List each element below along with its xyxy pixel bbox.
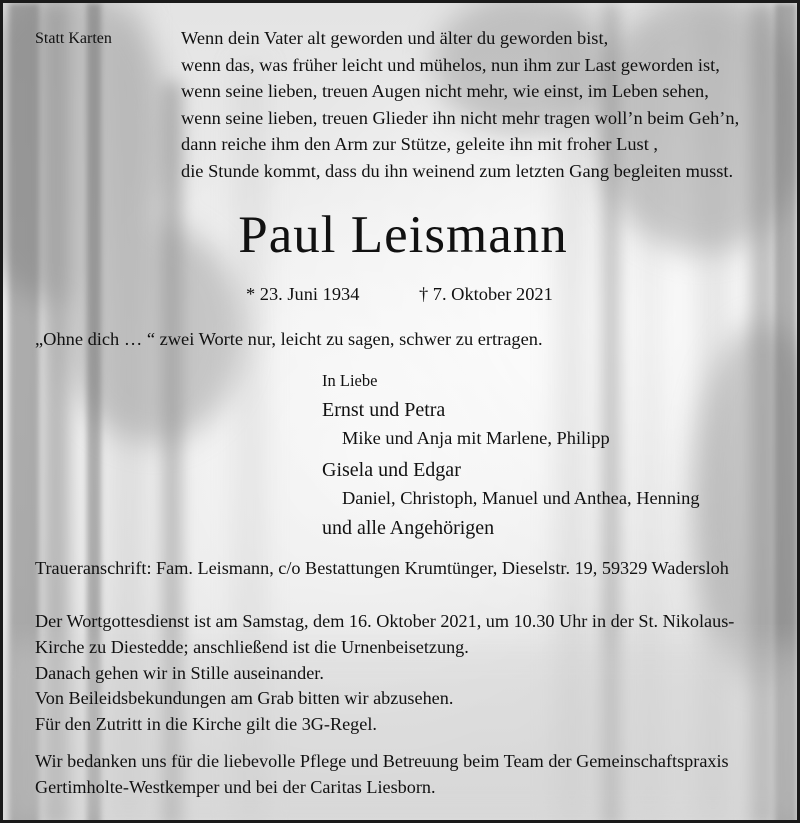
service-details — [35, 609, 734, 738]
mourner-family-2: Gisela und Edgar — [322, 459, 461, 481]
service-line: Für den Zutritt in die Kirche gilt die 3G-Regel. — [35, 714, 377, 735]
poem-line: Wenn dein Vater alt geworden und älter du geworden bist, — [181, 28, 609, 48]
service-line: Der Wortgottesdienst ist am Samstag, dem 16. Oktober 2021, um 10.30 Uhr in der St. Nikolaus- — [35, 611, 735, 631]
mourner-family-1: Ernst und Petra — [322, 399, 446, 421]
poem-line: die Stunde kommt, dass du ihn weinend zum letzten Gang begleiten musst. — [181, 160, 734, 181]
mourner-family-1-children: Mike und Anja mit Marlene, Philipp — [342, 428, 610, 448]
poem-line: dann reiche ihm den Arm zur Stütze, geleite ihn mit froher Lust , — [181, 134, 658, 155]
service-line: Kirche zu Diestedde; anschließend ist die Urnenbeisetzung. — [35, 636, 469, 657]
service-line: Danach gehen wir in Stille auseinander. — [35, 662, 324, 683]
condolence-address: Traueranschrift: Fam. Leismann, c/o Bestattungen Krumtünger, Dieselstr. 19, 59329 Wadersloh — [35, 558, 729, 578]
poem-line: wenn seine lieben, treuen Glieder ihn nicht mehr tragen woll’n beim Geh’n, — [181, 107, 740, 128]
service-line: Von Beileidsbekundungen am Grab bitten wir abzusehen. — [35, 688, 454, 709]
mourner-family-2-children: Daniel, Christoph, Manuel und Anthea, Henning — [342, 488, 700, 508]
memorial-quote: „Ohne dich … “ zwei Worte nur, leicht zu sagen, schwer zu ertragen. — [35, 329, 543, 349]
poem-line: wenn seine lieben, treuen Augen nicht mehr, wie einst, im Leben sehen, — [181, 81, 709, 102]
birth-date: * 23. Juni 1934 — [246, 284, 360, 304]
poem-line: wenn das, was früher leicht und mühelos, nun ihm zur Last geworden ist, — [181, 54, 720, 75]
thanks-line: Wir bedanken uns für die liebevolle Pflege und Betreuung beim Team der Gemeinschaftspraxis — [35, 751, 729, 771]
death-date: † 7. Oktober 2021 — [419, 284, 553, 304]
notice-content — [3, 3, 800, 823]
thanks-note — [35, 749, 729, 801]
statt-karten-label: Statt Karten — [35, 30, 112, 47]
poem — [181, 25, 739, 185]
deceased-name: Paul Leismann — [238, 206, 568, 264]
mourner-others: und alle Angehörigen — [322, 517, 495, 539]
thanks-line: Gertimholte-Westkemper und bei der Caritas Liesborn. — [35, 776, 436, 797]
mourners-intro: In Liebe — [322, 371, 378, 390]
